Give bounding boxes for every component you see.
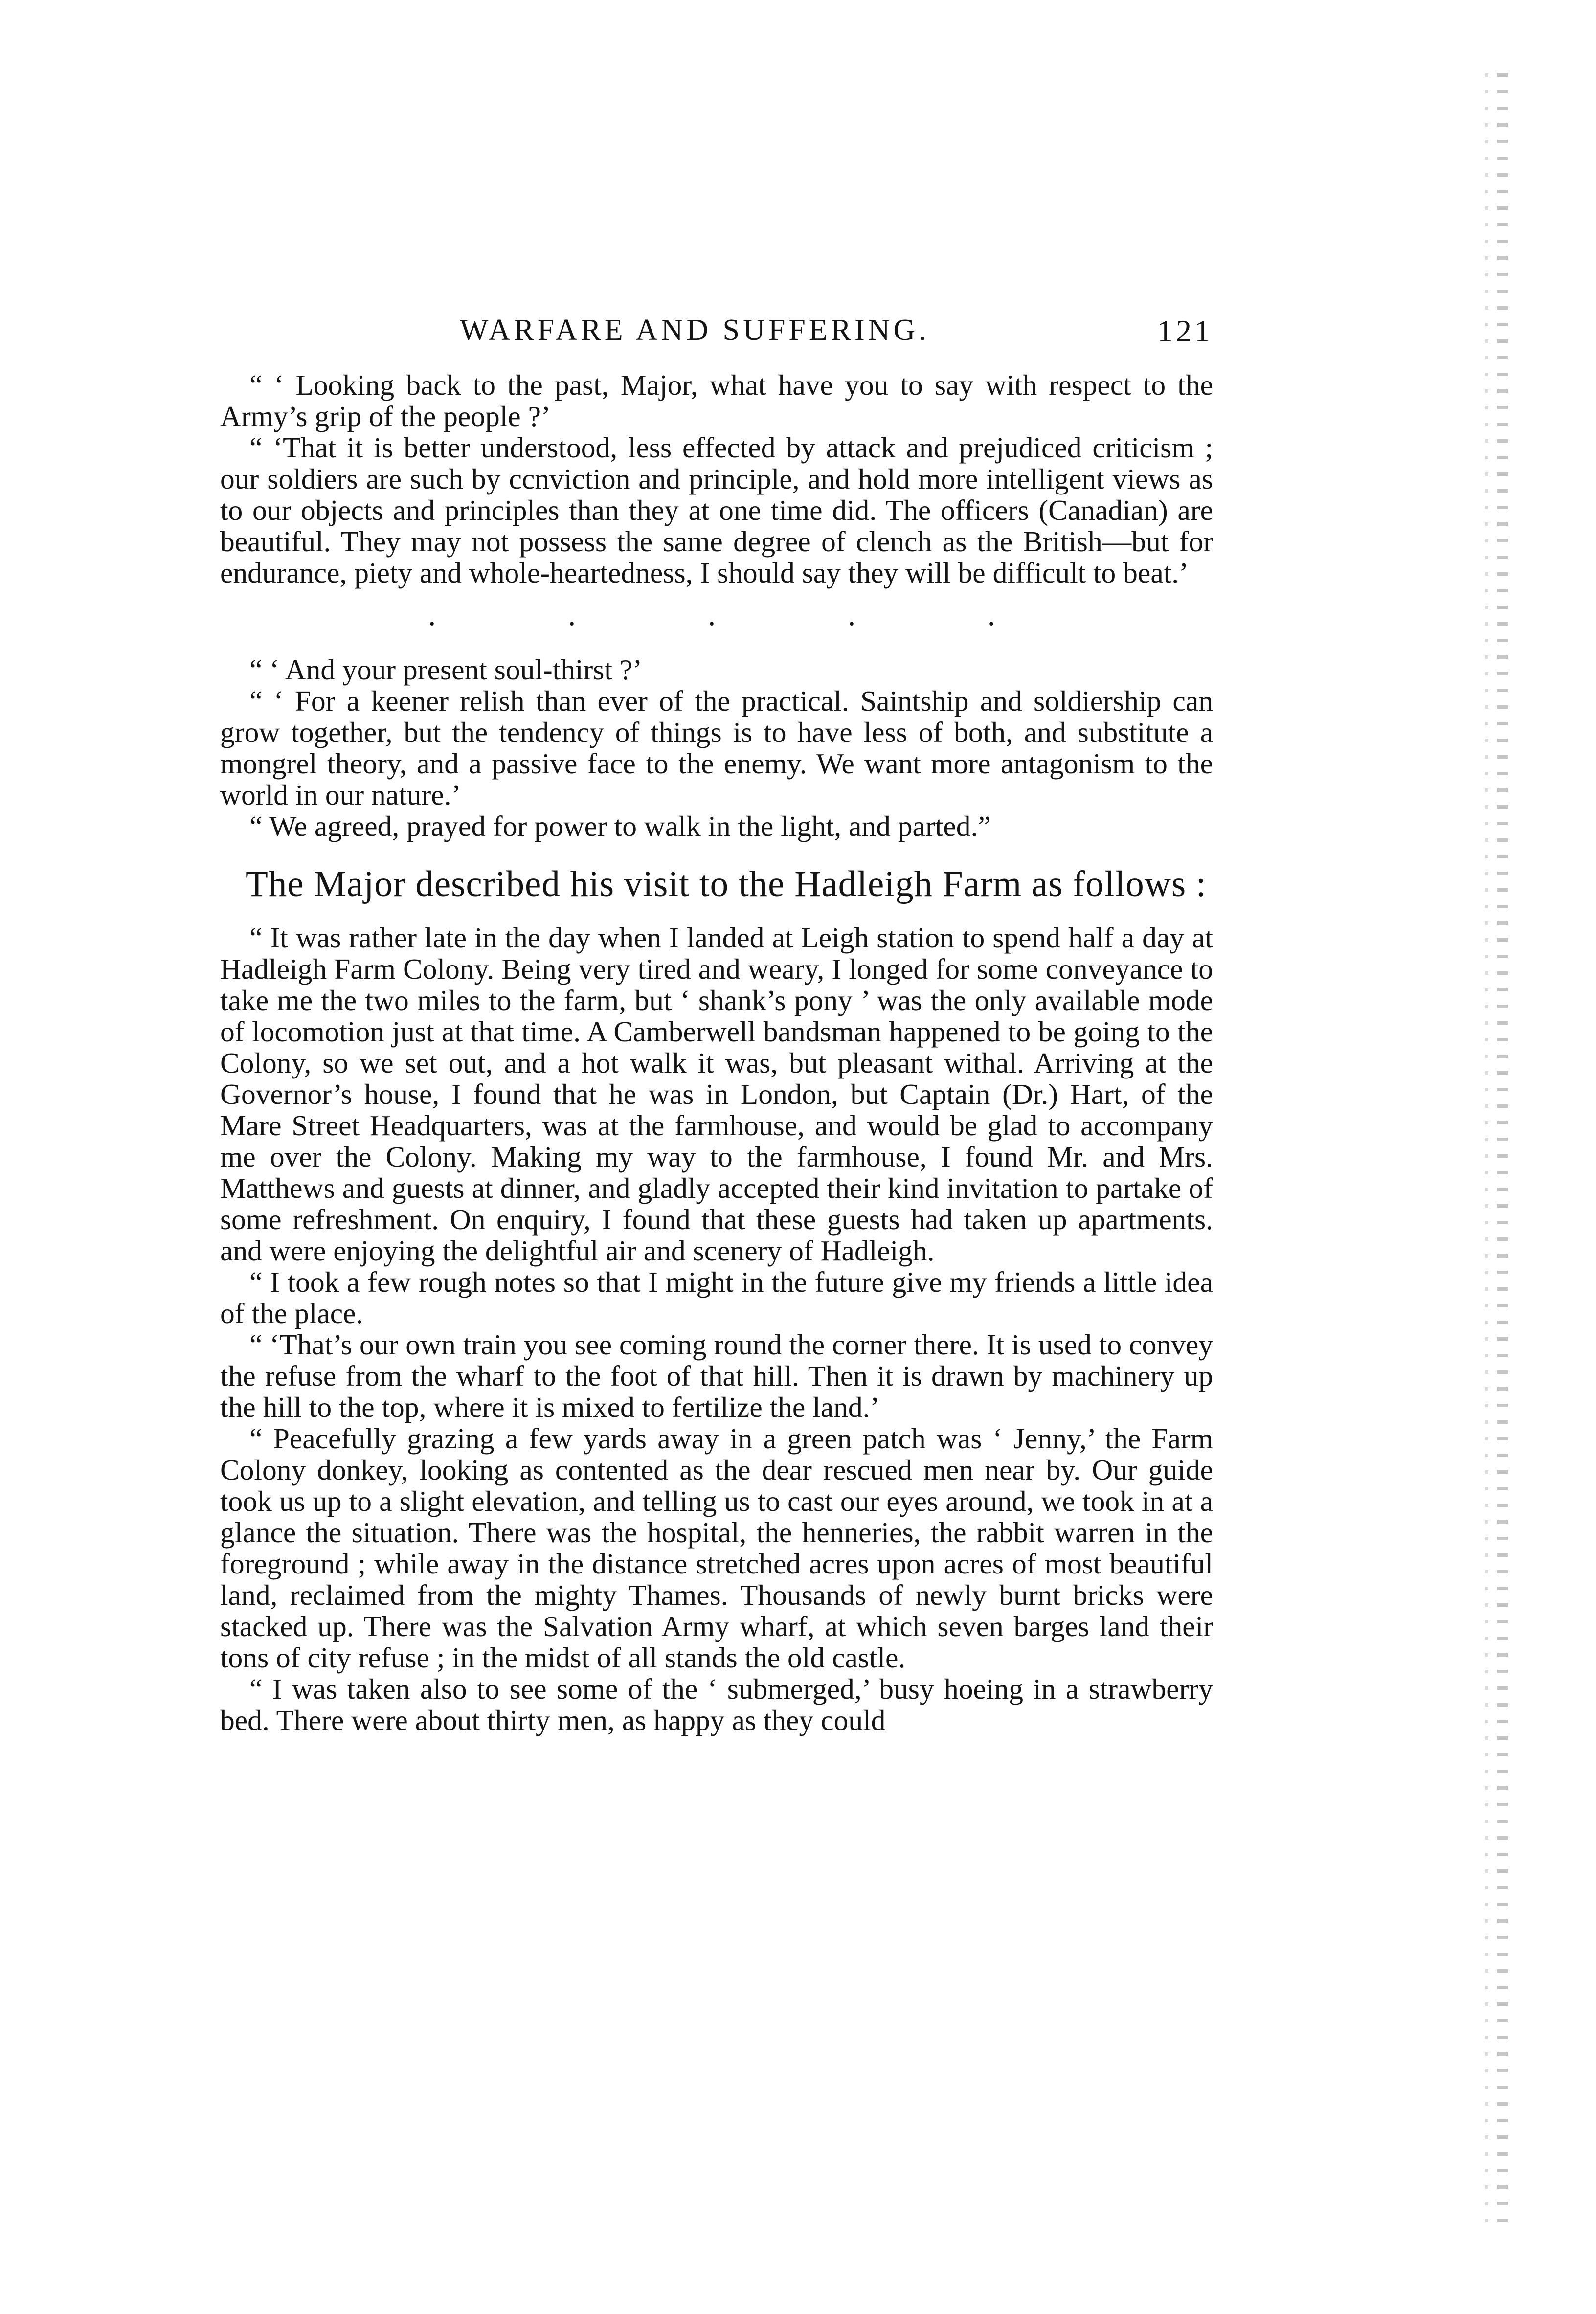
separator-dot: . bbox=[428, 597, 436, 632]
scanned-binding-edge-inner bbox=[1485, 73, 1488, 2235]
paragraph: “ It was rather late in the day when I landed at Leigh station to spend half a day at Hadleigh Farm Colony. Being very tired and weary, I longed for some conveyance to take me the two miles to the farm, but ‘ shank’s pony ’ was the only available mode of locomotion just at that time. A Camberwell bandsman happened to be going to the Colony, so we set out, and a hot walk it was, but pleasant withal. Arriving at the Governor’s house, I found that he was in London, but Captain (Dr.) Hart, of the Mare Street Headquarters, was at the farmhouse, and would be glad to accompany me over the Colony. Making my way to the farmhouse, I found Mr. and Mrs. Matthews and guests at dinner, and gladly accepted their kind invitation to partake of some refreshment. On enquiry, I found that these guests had taken up apartments. and were enjoying the delightful air and scenery of Hadleigh. bbox=[220, 921, 1213, 1267]
separator-dots bbox=[428, 599, 995, 630]
paragraph: “ I was taken also to see some of the ‘ submerged,’ busy hoeing in a strawberry bed. There were about thirty men, as happy as they could bbox=[220, 1673, 1213, 1736]
paragraph: “ Peacefully grazing a few yards away in a green patch was ‘ Jenny,’ the Farm Colony donkey, looking as contented as the dear rescued men near by. Our guide took us up to a slight elevation, and telling us to cast our eyes around, we took in at a glance the situation. There was the hospital, the henneries, the rabbit warren in the foreground ; while away in the distance stretched acres upon acres of most beautiful land, reclaimed from the mighty Thames. Thousands of newly burnt bricks were stacked up. There was the Salvation Army wharf, at which seven barges land their tons of city refuse ; in the midst of all stands the old castle. bbox=[220, 1422, 1213, 1674]
separator-dot: . bbox=[568, 597, 576, 632]
paragraph: “ I took a few rough notes so that I might in the future give my friends a little idea of the place. bbox=[220, 1266, 1213, 1329]
separator-dot: . bbox=[988, 597, 995, 632]
running-title: WARFARE AND SUFFERING. bbox=[460, 314, 930, 347]
paragraph: “ We agreed, prayed for power to walk in the light, and parted.” bbox=[249, 810, 991, 842]
page-number: 121 bbox=[1157, 314, 1213, 348]
body-text bbox=[220, 369, 1213, 1736]
separator-dot: . bbox=[848, 597, 855, 632]
page-header bbox=[220, 313, 1213, 357]
paragraph: “ ‘That it is better understood, less effected by attack and prejudiced criticism ; our soldiers are such by ccnviction and principle, and hold more intelligent views as to our objects and principles than they at one time did. The officers (Canadian) are beautiful. They may not possess the same degree of clench as the British—but for endurance, piety and whole-heartedness, I should say they will be difficult to beat.’ bbox=[220, 431, 1213, 589]
scanned-binding-edge bbox=[1497, 73, 1508, 2235]
paragraph: “ ‘ For a keener relish than ever of the practical. Saintship and soldiership can grow together, but the tendency of things is to have less of both, and substitute a mongrel theory, and a passive face to the enemy. We want more antagonism to the world in our nature.’ bbox=[220, 685, 1213, 811]
paragraph: “ ‘ Looking back to the past, Major, what have you to say with respect to the Army’s grip of the people ?’ bbox=[220, 369, 1213, 432]
paragraph: “ ‘That’s our own train you see coming round the corner there. It is used to convey the refuse from the wharf to the foot of that hill. Then it is drawn by machinery up the hill to the top, where it is mixed to fertilize the land.’ bbox=[220, 1328, 1213, 1423]
separator-dot: . bbox=[708, 597, 716, 632]
section-heading: The Major described his visit to the Hadleigh Farm as follows : bbox=[246, 864, 1207, 904]
paragraph: “ ‘ And your present soul-thirst ?’ bbox=[249, 653, 643, 686]
